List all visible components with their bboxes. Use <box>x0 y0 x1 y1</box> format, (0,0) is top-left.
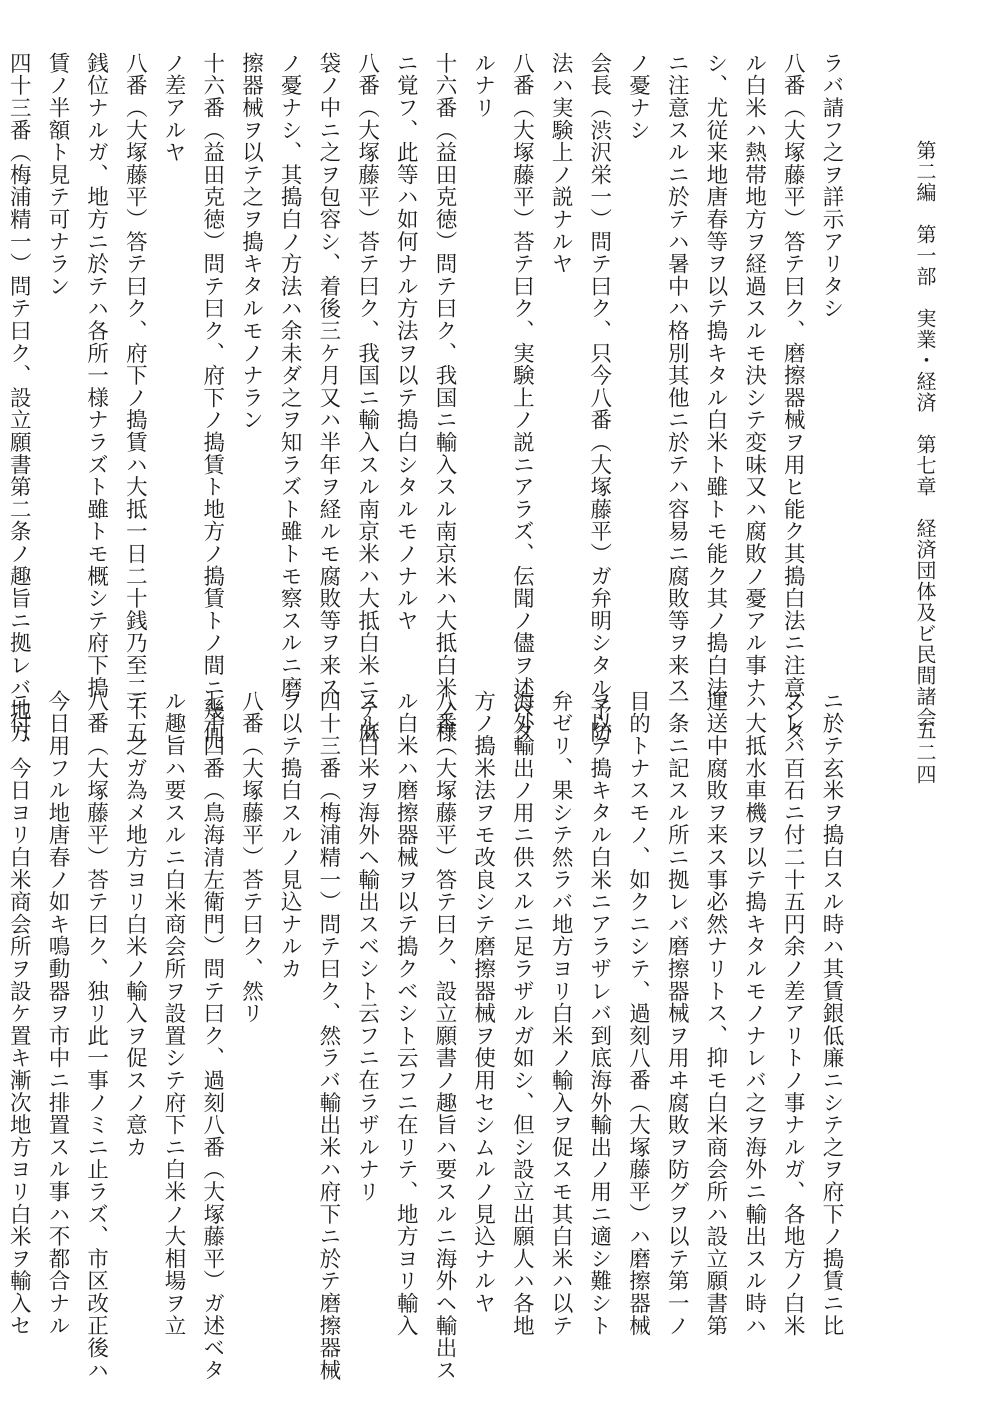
text-column: ニ覚フ、此等ハ如何ナル方法ヲ以テ搗白シタルモノナルヤ <box>393 52 419 632</box>
text-column: 四十三番（梅浦精一）問テ曰ク、然ラバ輸出米ハ府下ニ於テ磨擦器械 <box>315 690 341 1382</box>
text-column: テ、之ガ為メ地方ヨリ白米ノ輸入ヲ促スノ意カ <box>122 690 148 1159</box>
text-column: 今日用フル地唐春ノ如キ鳴動器ヲ市中ニ排置スル事ハ不都合ナル <box>44 690 70 1337</box>
text-column: 八番（大塚藤平）荅テ曰ク、独リ此一事ノミニ止ラズ、市区改正後ハ <box>83 690 109 1382</box>
upper-text-block <box>6 52 850 744</box>
text-column: 擦器械ヲ以テ之ヲ搗キタルモノナラン <box>238 52 264 432</box>
text-column: ニ付、今日ヨリ白米商会所ヲ設ケ置キ漸次地方ヨリ白米ヲ輸入セ <box>6 690 32 1337</box>
text-column: ヲ以テ搗キタル白米ニアラザレバ到底海外輸出ノ用ニ適シ難シト <box>586 690 612 1337</box>
page-number: 五二四 <box>913 720 937 786</box>
text-column: ノ憂ナシ <box>625 52 651 142</box>
text-column: 賃ノ半額ト見テ可ナラン <box>44 52 70 298</box>
text-column: 八番（大塚藤平）荅テ曰ク、我国ニ輸入スル南京米ハ大抵白米ニテ麻 <box>354 52 380 744</box>
text-column: 八番（大塚藤平）答テ曰ク、磨擦器械ヲ用ヒ能ク其搗白法ニ注意シタ <box>780 52 806 744</box>
text-column: ル白米ハ磨擦器械ヲ以テ搗クベシト云フニ在リテ、地方ヨリ輸入 <box>393 690 419 1337</box>
text-column: 海外輸出ノ用ニ供スルニ足ラザルガ如シ、但シ設立出願人ハ各地 <box>509 690 535 1337</box>
text-column: 袋ノ中ニ之ヲ包容シ、着後三ケ月又ハ半年ヲ経ルモ腐敗等ヲ来ス <box>315 52 341 699</box>
text-column: 法ハ実験上ノ説ナルヤ <box>548 52 574 275</box>
text-column: 八番（大塚藤平）荅テ曰ク、実験上ノ説ニアラズ、伝聞ノ儘ヲ述ベタ <box>509 52 535 744</box>
text-column: シ、尤従来地唐春等ヲ以テ搗キタル白米ト雖トモ能ク其ノ搗白法 <box>702 52 728 699</box>
text-column: 八番（大塚藤平）荅テ曰ク、然リ <box>238 690 264 1025</box>
text-column: ノ憂ナシ、其搗白ノ方法ハ余未ダ之ヲ知ラズト雖トモ察スルニ磨 <box>277 52 303 699</box>
text-column: ハ大抵水車機ヲ以テ搗キタルモノナレバ之ヲ海外ニ輸出スル時ハ <box>741 690 767 1337</box>
text-column: 一条ニ記スル所ニ拠レバ磨擦器械ヲ用ヰ腐敗ヲ防グヲ以テ第一ノ <box>664 690 690 1337</box>
lower-text-block <box>6 690 850 1382</box>
text-column: 八番（大塚藤平）答テ曰ク、設立願書ノ趣旨ハ要スルニ海外ヘ輸出ス <box>431 690 457 1382</box>
text-column: 八番（大塚藤平）答テ曰ク、府下ノ搗賃ハ大抵一日二十銭乃至二十五 <box>122 52 148 744</box>
text-column: 目的トナスモノ、如クニシテ、過刻八番（大塚藤平）ハ磨擦器械 <box>625 690 651 1337</box>
text-column: 七十四番（鳥海清左衛門）問テ曰ク、過刻八番（大塚藤平）ガ述ベタ <box>199 690 225 1382</box>
text-column: 運送中腐敗ヲ来ス事必然ナリトス、抑モ白米商会所ハ設立願書第 <box>702 690 728 1337</box>
text-column: スレバ百石ニ付二十五円余ノ差アリトノ事ナルガ、各地方ノ白米 <box>780 690 806 1337</box>
text-column: 銭位ナルガ、地方ニ於テハ各所一様ナラズト雖トモ概シテ府下搗 <box>83 52 109 699</box>
text-column: 十六番（益田克徳）問テ曰ク、府下ノ搗賃ト地方ノ搗賃トノ間ニ幾何 <box>199 52 225 744</box>
running-header: 第二編 第一部 実業・経済 第七章 経済団体及ビ民間諸会 <box>913 140 937 728</box>
text-column: ヲ以テ搗白スルノ見込ナルカ <box>277 690 303 980</box>
text-column: 四十三番（梅浦精一）問テ曰ク、設立願書第二条ノ趣旨ニ拠レバ地方 <box>6 52 32 744</box>
text-column: ノ差アルヤ <box>161 52 187 164</box>
text-column: 弁ゼリ、果シテ然ラバ地方ヨリ白米ノ輸入ヲ促スモ其白米ハ以テ <box>548 690 574 1337</box>
text-column: ニ注意スルニ於テハ暑中ハ格別其他ニ於テハ容易ニ腐敗等ヲ来ス <box>664 52 690 699</box>
text-column: ラバ請フ之ヲ詳示アリタシ <box>819 52 844 320</box>
text-column: 十六番（益田克徳）問テ曰ク、我国ニ輸入スル南京米ハ大抵白米ノ様 <box>431 52 457 744</box>
text-column: ル白米ハ熱帯地方ヲ経過スルモ決シテ変味又ハ腐敗ノ憂アル事ナ <box>741 52 767 699</box>
text-column: ルナリ <box>470 52 496 119</box>
text-column: 方ノ搗米法ヲモ改良シテ磨擦器械ヲ使用セシムルノ見込ナルヤ <box>470 690 496 1315</box>
text-column: 会長（渋沢栄一）問テ曰ク、只今八番（大塚藤平）ガ弁明シタル予防 <box>586 52 612 744</box>
text-column: ニ於テ玄米ヲ搗白スル時ハ其賃銀低廉ニシテ之ヲ府下ノ搗賃ニ比 <box>819 690 844 1337</box>
text-column: ル趣旨ハ要スルニ白米商会所ヲ設置シテ府下ニ白米ノ大相場ヲ立 <box>161 690 187 1337</box>
text-column: スル白米ヲ海外ヘ輸出スベシト云フニ在ラザルナリ <box>354 690 380 1203</box>
